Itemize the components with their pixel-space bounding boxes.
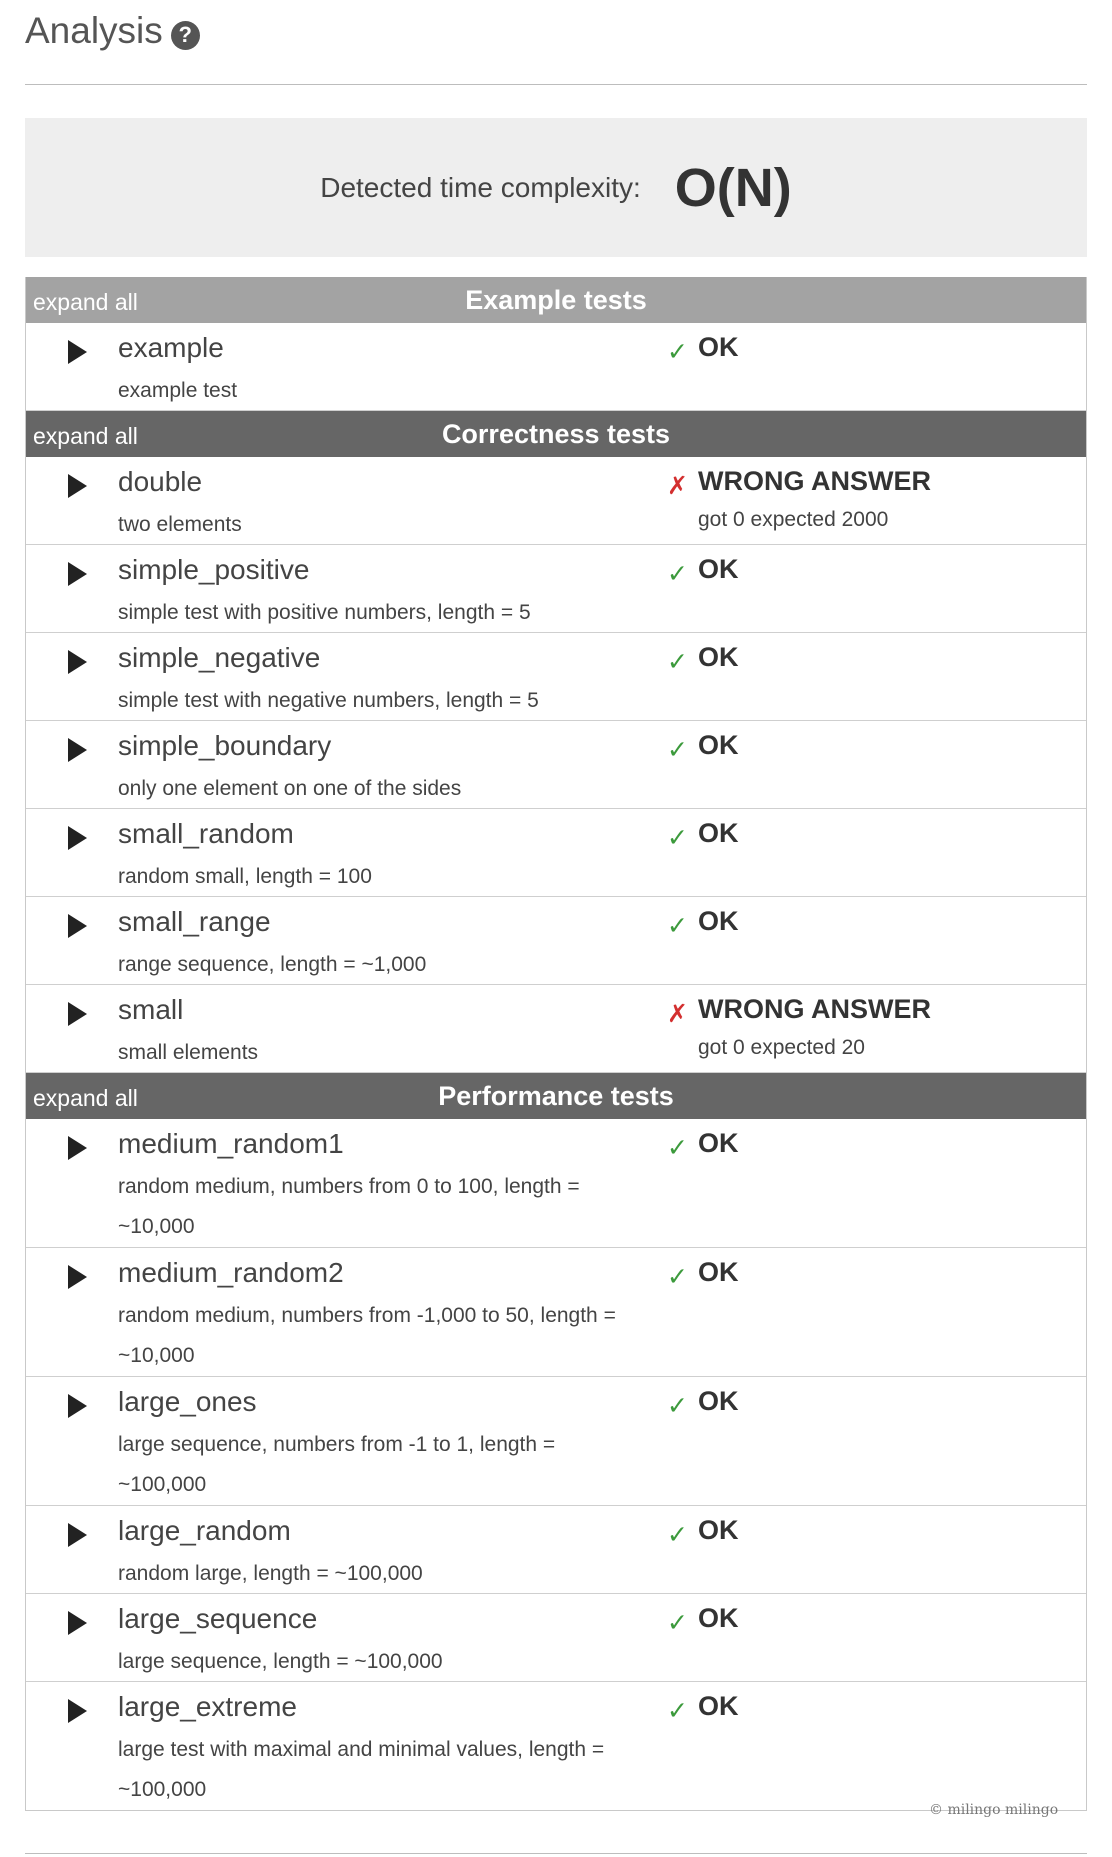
test-result: OK: [698, 1691, 739, 1721]
test-result: OK: [698, 332, 739, 362]
test-result: OK: [698, 818, 739, 848]
play-arrow-icon[interactable]: [68, 1699, 87, 1723]
test-results-table: [25, 277, 1087, 1811]
test-row[interactable]: [26, 1119, 1086, 1248]
test-result: WRONG ANSWER: [698, 994, 931, 1024]
section-title: Example tests: [465, 285, 647, 315]
test-result: OK: [698, 1386, 739, 1416]
test-result-detail: got 0 expected 2000: [698, 508, 889, 531]
test-description: simple test with positive numbers, length = 5: [118, 601, 531, 624]
test-description: large sequence, length = ~100,000: [118, 1650, 443, 1673]
test-description: example test: [118, 379, 238, 402]
test-name: example: [118, 332, 224, 363]
test-name: large_extreme: [118, 1691, 297, 1722]
check-mark-icon: ✓: [667, 1697, 688, 1725]
test-result: OK: [698, 1603, 739, 1633]
check-mark-icon: ✓: [667, 1521, 688, 1549]
test-row[interactable]: [26, 809, 1086, 897]
expand-all-link[interactable]: expand all: [33, 423, 138, 449]
page-title: [25, 10, 200, 52]
test-row[interactable]: [26, 1248, 1086, 1377]
test-result-detail: got 0 expected 20: [698, 1036, 865, 1059]
test-row[interactable]: [26, 721, 1086, 809]
test-result: OK: [698, 730, 739, 760]
test-row[interactable]: [26, 323, 1086, 411]
test-row[interactable]: [26, 633, 1086, 721]
play-arrow-icon[interactable]: [68, 562, 87, 586]
play-arrow-icon[interactable]: [68, 1394, 87, 1418]
test-description: random medium, numbers from 0 to 100, length = ~10,000: [118, 1175, 580, 1238]
test-name: large_sequence: [118, 1603, 318, 1634]
test-name: small: [118, 994, 184, 1025]
complexity-label: Detected time complexity:: [320, 171, 641, 203]
test-name: double: [118, 466, 203, 497]
test-result: OK: [698, 1257, 739, 1287]
test-description: large sequence, numbers from -1 to 1, length = ~100,000: [118, 1433, 556, 1496]
section-title: Correctness tests: [441, 419, 671, 449]
check-mark-icon: ✓: [667, 1392, 688, 1420]
section-header-example: [26, 277, 1086, 323]
check-mark-icon: ✓: [667, 560, 688, 588]
complexity-value: O(N): [674, 157, 792, 218]
play-arrow-icon[interactable]: [68, 650, 87, 674]
test-description: small elements: [118, 1041, 259, 1064]
test-result: OK: [698, 906, 739, 936]
test-description: two elements: [118, 513, 242, 536]
play-arrow-icon[interactable]: [68, 1523, 87, 1547]
play-arrow-icon[interactable]: [68, 826, 87, 850]
expand-all-link[interactable]: expand all: [33, 289, 138, 315]
check-mark-icon: ✓: [667, 338, 688, 366]
test-name: simple_boundary: [118, 730, 332, 761]
play-arrow-icon[interactable]: [68, 1265, 87, 1289]
play-arrow-icon[interactable]: [68, 1136, 87, 1160]
test-name: simple_positive: [118, 554, 310, 585]
test-description: only one element on one of the sides: [118, 777, 462, 800]
test-row[interactable]: [26, 1506, 1086, 1594]
play-arrow-icon[interactable]: [68, 474, 87, 498]
test-row[interactable]: [26, 457, 1086, 545]
play-arrow-icon[interactable]: [68, 1611, 87, 1635]
test-name: small_range: [118, 906, 271, 937]
check-mark-icon: ✓: [667, 824, 688, 852]
test-name: large_ones: [118, 1386, 257, 1417]
test-description: simple test with negative numbers, length = 5: [118, 689, 539, 712]
test-row[interactable]: [26, 1377, 1086, 1506]
test-name: small_random: [118, 818, 294, 849]
check-mark-icon: ✓: [667, 648, 688, 676]
test-description: random small, length = 100: [118, 865, 372, 888]
test-row[interactable]: [26, 1682, 1086, 1810]
watermark: © milingo milingo: [929, 1802, 1059, 1818]
test-result: OK: [698, 1128, 739, 1158]
play-arrow-icon[interactable]: [68, 738, 87, 762]
check-mark-icon: ✓: [667, 1134, 688, 1162]
bottom-divider: [25, 1853, 1087, 1854]
check-mark-icon: ✓: [667, 1609, 688, 1637]
check-mark-icon: ✓: [667, 736, 688, 764]
test-result: OK: [698, 554, 739, 584]
cross-mark-icon: ✗: [667, 472, 688, 500]
test-row[interactable]: [26, 1594, 1086, 1682]
title-divider: [25, 84, 1087, 85]
cross-mark-icon: ✗: [667, 1000, 688, 1028]
test-description: range sequence, length = ~1,000: [118, 953, 427, 976]
test-name: large_random: [118, 1515, 291, 1546]
question-mark-icon[interactable]: ?: [171, 21, 200, 50]
check-mark-icon: ✓: [667, 912, 688, 940]
test-row[interactable]: [26, 985, 1086, 1073]
page-title-text: Analysis: [25, 10, 163, 51]
play-arrow-icon[interactable]: [68, 1002, 87, 1026]
play-arrow-icon[interactable]: [68, 340, 87, 364]
section-header-correctness: [26, 411, 1086, 457]
check-mark-icon: ✓: [667, 1263, 688, 1291]
complexity-panel: [25, 118, 1087, 257]
test-result: WRONG ANSWER: [698, 466, 931, 496]
section-title: Performance tests: [438, 1081, 674, 1111]
test-name: medium_random2: [118, 1257, 344, 1288]
test-description: random medium, numbers from -1,000 to 50, length = ~10,000: [118, 1304, 616, 1367]
test-row[interactable]: [26, 545, 1086, 633]
expand-all-link[interactable]: expand all: [33, 1085, 138, 1111]
test-result: OK: [698, 642, 739, 672]
play-arrow-icon[interactable]: [68, 914, 87, 938]
test-result: OK: [698, 1515, 739, 1545]
test-name: simple_negative: [118, 642, 321, 673]
test-row[interactable]: [26, 897, 1086, 985]
test-description: random large, length = ~100,000: [118, 1562, 423, 1585]
test-name: medium_random1: [118, 1128, 344, 1159]
test-description: large test with maximal and minimal values, length = ~100,000: [118, 1738, 605, 1801]
section-header-performance: [26, 1073, 1086, 1119]
